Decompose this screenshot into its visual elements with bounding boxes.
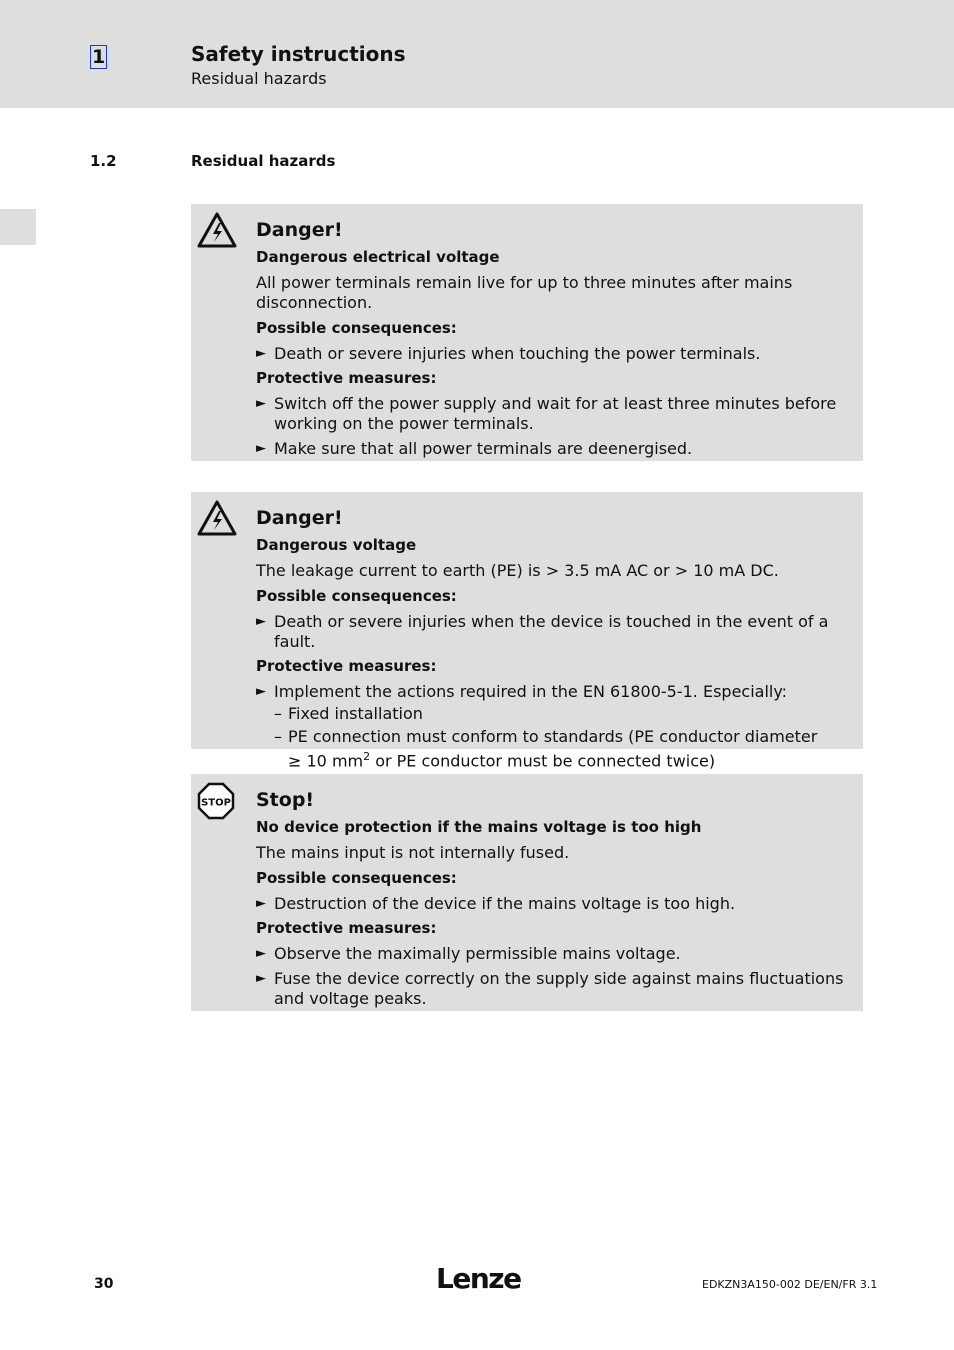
stop-box-mains-voltage bbox=[191, 774, 863, 1011]
header-band bbox=[0, 0, 954, 108]
sub-measures-list bbox=[274, 704, 845, 771]
consequences-label: Possible consequences: bbox=[256, 869, 457, 887]
box-title: Danger! bbox=[256, 219, 343, 241]
chapter-title: Safety instructions bbox=[191, 42, 406, 66]
measures-label: Protective measures: bbox=[256, 919, 437, 937]
bullet-arrow-icon: ► bbox=[256, 346, 266, 361]
measures-list bbox=[256, 944, 845, 1009]
bullet-arrow-icon: ► bbox=[256, 441, 266, 456]
measures-list bbox=[256, 394, 845, 459]
stop-icon bbox=[196, 781, 236, 825]
measures-list bbox=[256, 682, 845, 771]
svg-text:STOP: STOP bbox=[201, 797, 231, 809]
section-number: 1.2 bbox=[90, 152, 117, 170]
bullet-arrow-icon: ► bbox=[256, 614, 266, 629]
consequences-list bbox=[256, 612, 845, 652]
document-id: EDKZN3A150-002 DE/EN/FR 3.1 bbox=[702, 1278, 878, 1291]
chapter-subtitle: Residual hazards bbox=[191, 69, 327, 88]
consequences-label: Possible consequences: bbox=[256, 587, 457, 605]
side-tab-marker bbox=[0, 209, 36, 245]
bullet-arrow-icon: ► bbox=[256, 946, 266, 961]
box-subtitle: Dangerous voltage bbox=[256, 536, 417, 554]
list-item: – Fixed installation bbox=[274, 704, 423, 723]
danger-box-electrical-voltage bbox=[191, 204, 863, 461]
bullet-arrow-icon: ► bbox=[256, 684, 266, 699]
list-item: ► Fuse the device correctly on the supply side against mains fluctuations and voltage peaks. bbox=[256, 969, 844, 1008]
lenze-logo: Lenze bbox=[436, 1262, 521, 1295]
list-item: ► Death or severe injuries when touching the power terminals. bbox=[256, 344, 761, 363]
measures-label: Protective measures: bbox=[256, 657, 437, 675]
measures-label: Protective measures: bbox=[256, 369, 437, 387]
box-title: Danger! bbox=[256, 507, 343, 529]
electrical-hazard-icon bbox=[196, 499, 238, 541]
list-item: – PE connection must conform to standards (PE conductor diameter ≥ 10 $mm^2$ or PE conductor must be connected twice) bbox=[274, 727, 818, 771]
electrical-hazard-icon bbox=[196, 211, 238, 253]
list-item: ► Make sure that all power terminals are deenergised. bbox=[256, 439, 693, 458]
bullet-arrow-icon: ► bbox=[256, 396, 266, 411]
danger-box-voltage bbox=[191, 492, 863, 771]
list-item: ► Observe the maximally permissible mains voltage. bbox=[256, 944, 681, 963]
bullet-arrow-icon: ► bbox=[256, 971, 266, 986]
consequences-list bbox=[256, 344, 845, 364]
box-title: Stop! bbox=[256, 789, 315, 811]
bullet-arrow-icon: ► bbox=[256, 896, 266, 911]
box-text: The leakage current to earth (PE) is > 3.5 mA AC or > 10 mA DC. bbox=[256, 561, 779, 580]
consequences-label: Possible consequences: bbox=[256, 319, 457, 337]
list-item: ► Switch off the power supply and wait for at least three minutes before working on the power terminals. bbox=[256, 394, 837, 433]
list-item: ► Death or severe injuries when the device is touched in the event of a fault. bbox=[256, 612, 829, 651]
box-subtitle: Dangerous electrical voltage bbox=[256, 248, 500, 266]
consequences-list bbox=[256, 894, 845, 914]
dash-marker: – bbox=[274, 704, 282, 723]
list-item: ► Destruction of the device if the mains voltage is too high. bbox=[256, 894, 736, 913]
section-title: Residual hazards bbox=[191, 152, 336, 170]
dash-marker: – bbox=[274, 727, 282, 746]
page-number: 30 bbox=[94, 1276, 114, 1292]
box-text: All power terminals remain live for up to three minutes after mains disconnection. bbox=[256, 273, 793, 312]
box-text: The mains input is not internally fused. bbox=[256, 843, 570, 862]
list-item: ► Implement the actions required in the EN 61800-5-1. Especially: – Fixed installation – PE connection must conform to standards (PE conductor diameter ≥ 10 $mm^2$ or PE conductor must be connected twice) bbox=[256, 682, 845, 771]
chapter-number-link[interactable]: 1 bbox=[92, 46, 106, 68]
box-subtitle: No device protection if the mains voltage is too high bbox=[256, 818, 702, 836]
